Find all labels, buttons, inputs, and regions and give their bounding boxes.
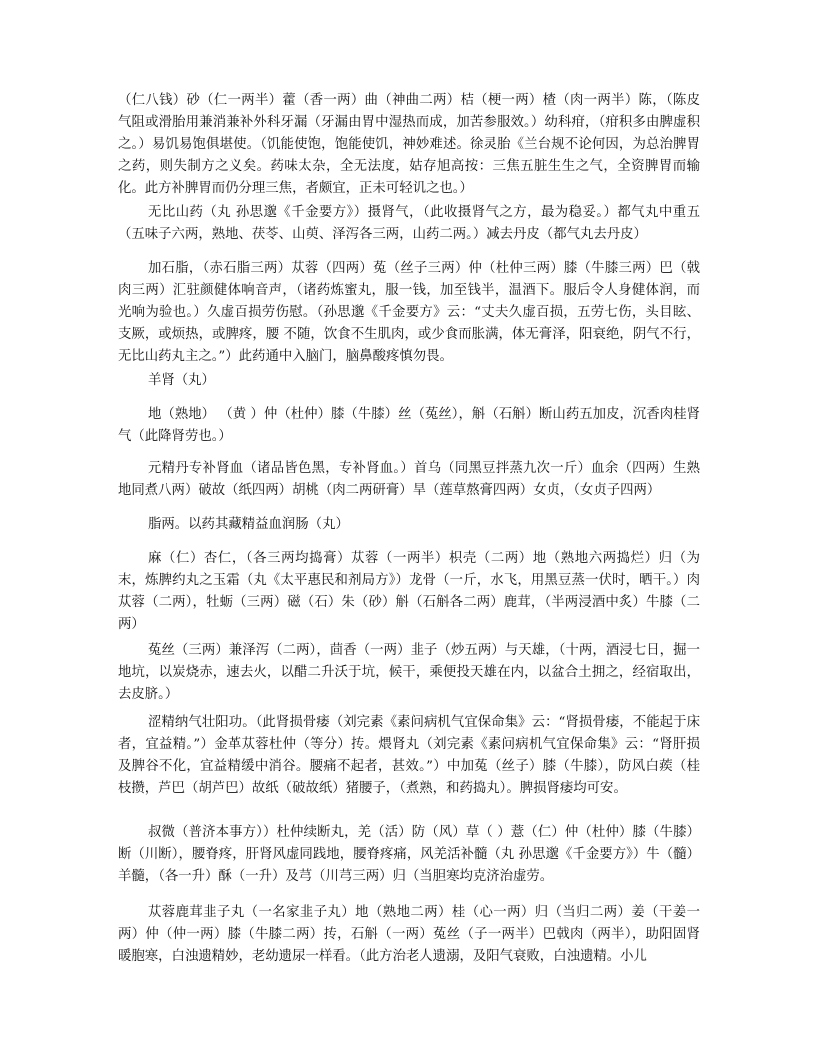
paragraph-2: 无比山药（丸 孙思邈《千金要方》）摄肾气，（此收摄肾气之方，最为稳妥。）都气丸中重五（五味子六两，熟地、茯苓、山萸、泽泻各三两，山药二两。）减去丹皮（都气丸去丹皮） <box>118 205 700 242</box>
paragraph-5: 地（熟地） （黄 ）仲（杜仲）膝（牛膝）丝（菟丝），斛（石斛）断山药五加皮，沉香肉桂肾气（此降肾劳也。） <box>118 407 700 444</box>
paragraph-8: 麻（仁）杏仁，（各三两均捣膏）苁蓉（一两半）枳壳（二两）地（熟地六两捣烂）归（为末，炼脾约丸之玉霜（丸《太平惠民和剂局方》）龙骨（一斤，水飞，用黑豆蒸一伏时，晒干。）肉苁蓉（二两），牡蛎（三两）磁（石）朱（砂）斛（石斛各二两）鹿茸，（半两浸酒中炙）牛膝（二两） <box>118 551 700 632</box>
paragraph-3: 加石脂，（赤石脂三两）苁蓉（四两）菟（丝子三两）仲（杜仲三两）膝（牛膝三两）巴（戟肉三两）汇驻颜健体响音声，（诸药炼蜜丸，服一钱，加至钱半，温酒下。服后令人身健体润，而光响为验也。）久虚百损劳伤慰。（孙思邈《千金要方》云：“丈夫久虚百损，五劳七伤，头目眩、支厥，或烦热，或脾疼，腰 不随，饮食不生肌肉，或少食而胀满，体无膏泽，阳衰绝，阴气不行，无比山药丸主之。”）此药通中入脑门，脑鼻酸疼慎勿畏。 <box>118 261 700 364</box>
paragraph-9: 菟丝（三两）兼泽泻（二两），茴香（一两）韭子（炒五两）与天雄，（十两，酒浸七日，掘一地坑，以炭烧赤，速去火，以醋二升沃于坑，候干，乘便投天雄在内，以盆合土拥之，经宿取出，去皮脐。） <box>118 643 700 702</box>
paragraph-1: （仁八钱）砂（仁一两半）藿（香一两）曲（神曲二两）桔（梗一两）楂（肉一两半）陈，（陈皮气阻或滑胎用兼消兼补外科牙漏（牙漏由胃中湿热而成，加苦参服效。）幼科疳，（疳积多由脾虚积之。）易饥易饱俱堪使。（饥能使饱，饱能使饥，神妙难述。徐灵胎《兰台规不论何因，为总治脾胃之药，则失制方之义矣。药味太杂，全无法度，姑存旭高按：三焦五脏生生之气，全资脾胃而输化。此方补脾胃而仍分理三焦，者颇宜，正未可轻讥之也。） <box>118 93 700 196</box>
paragraph-11: 叔微（普济本事方））杜仲续断丸，羌（活）防（风）草（ ）薏（仁）仲（杜仲）膝（牛膝）断（川断），腰脊疼，肝肾风虚同践地，腰脊疼痛，风羌活补髓（丸 孙思邈《千金要方》）牛（髓）羊髓，（各一升）酥（一升）及芎（川芎三两）归（当胆寒均克济治虚劳。 <box>118 825 700 884</box>
paragraph-4: 羊肾（丸） <box>148 373 215 388</box>
paragraph-6: 元精丹专补肾血（诸品皆色黑，专补肾血。）首乌（同黑豆拌蒸九次一斤）血余（四两）生熟地同煮八两）破故（纸四两）胡桃（肉二两研膏）旱（莲草熬膏四两）女贞，（女贞子四两） <box>118 461 700 498</box>
paragraph-7: 脂两。以药其藏精益血润肠（丸） <box>148 517 349 532</box>
paragraph-10: 涩精纳气壮阳功。（此肾损骨痿（刘完素《素问病机气宜保命集》云：“肾损骨痿，不能起于床者，宜益精。”）金革苁蓉杜仲（等分）抟。煨肾丸（刘完素《素问病机气宜保命集》云：“肾肝损及脾谷不化，宜益精缓中消谷。腰痛不起者，甚效。”）中加菟（丝子）膝（牛膝），防风白蒺（桂枝攒，芦巴（胡芦巴）故纸（破故纸）猪腰子，（煮熟，和药捣丸）。脾损肾痿均可安。 <box>118 715 700 796</box>
paragraph-12: 苁蓉鹿茸韭子丸（一名家韭子丸）地（熟地二两）桂（心一两）归（当归二两）姜（干姜一两）仲（仲一两）膝（牛膝二两）抟，石斛（一两）菟丝（子一两半）巴戟肉（两半），助阳固肾暖胞寒，白浊遗精妙，老幼遗尿一样看。（此方治老人遗溺，及阳气衰败，白浊遗精。小儿 <box>118 905 700 964</box>
